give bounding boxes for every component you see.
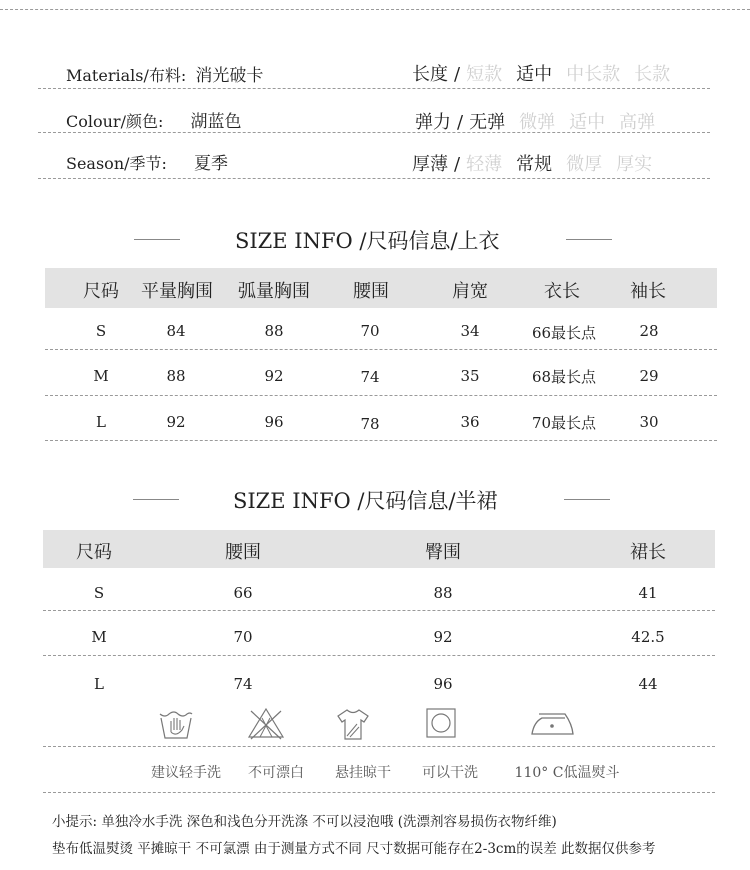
top-table-title: SIZE INFO /尺码信息/上衣	[235, 229, 500, 253]
row-divider	[45, 395, 717, 396]
top-table-cell: S	[95, 322, 107, 340]
top-table-header-cell: 肩宽	[452, 281, 488, 302]
option-item-active: 常规	[516, 154, 553, 175]
tip-line: 小提示: 单独冷水手洗 深色和浅色分开洗涤 不可以浸泡哦 (洗漂剂容易损伤衣物纤维)	[52, 814, 557, 830]
attr-label: Colour/颜色:	[66, 112, 164, 131]
top-table-header-cell: 平量胸围	[141, 281, 213, 302]
attr-value: 夏季	[194, 154, 228, 174]
skirt-table-cell: 66	[233, 584, 253, 602]
attr-value: 消光破卡	[195, 66, 264, 86]
top-table-cell: 35	[460, 367, 480, 385]
skirt-table-cell: 96	[433, 675, 453, 693]
attr-row-material	[66, 61, 263, 86]
option-item: 短款	[466, 64, 503, 85]
top-table-cell: 70	[360, 322, 380, 340]
skirt-table-cell: M	[91, 628, 107, 646]
option-group-elasticity	[415, 108, 655, 134]
attr-row-season	[66, 149, 228, 174]
skirt-table-cell: 92	[433, 628, 453, 646]
attr-divider	[38, 178, 710, 179]
skirt-table-cell: 44	[638, 675, 658, 693]
attr-label: Season/季节:	[66, 154, 167, 173]
skirt-table-header-cell: 裙长	[630, 542, 666, 563]
hang-dry-icon	[335, 706, 371, 742]
attr-row-colour	[66, 107, 241, 132]
top-table-header-cell: 尺码	[83, 281, 119, 302]
top-table-cell: 34	[460, 322, 480, 340]
title-rule-left	[133, 499, 179, 500]
dry-clean-icon	[425, 707, 457, 739]
skirt-table-cell: 70	[233, 628, 253, 646]
top-table-cell: 96	[264, 413, 284, 431]
top-table-header-cell: 弧量胸围	[238, 281, 310, 302]
top-table-header-cell: 衣长	[544, 281, 580, 302]
top-table-cell: 28	[639, 322, 659, 340]
top-table-cell: L	[96, 413, 106, 431]
skirt-table-header-bar	[43, 530, 715, 568]
skirt-table-cell: 42.5	[631, 628, 665, 646]
care-label: 悬挂晾干	[335, 765, 391, 781]
care-label: 不可漂白	[248, 765, 304, 781]
title-rule-right	[564, 499, 610, 500]
top-divider	[0, 9, 750, 10]
option-item: 适中	[569, 112, 606, 133]
low-iron-icon	[529, 710, 575, 738]
option-item: 微弹	[519, 112, 556, 133]
top-table-cell: 68最长点	[531, 368, 597, 386]
option-item-active: 无弹	[469, 112, 506, 133]
tip-line: 垫布低温熨烫 平摊晾干 不可氯漂 由于测量方式不同 尺寸数据可能存在2-3cm的误差 此数据仅供参考	[52, 841, 656, 857]
top-table-cell: 29	[639, 367, 659, 385]
care-label: 可以干洗	[422, 765, 478, 781]
care-label: 110° C低温熨斗	[514, 765, 620, 781]
top-table-header-cell: 腰围	[353, 281, 389, 302]
top-table-cell: 92	[166, 413, 186, 431]
skirt-table-cell: S	[93, 584, 105, 602]
title-rule-left	[134, 239, 180, 240]
top-table-cell: 66最长点	[531, 324, 597, 342]
option-group-thickness	[412, 150, 652, 176]
attr-value: 湖蓝色	[190, 112, 242, 132]
care-divider	[43, 746, 715, 747]
skirt-table-header-cell: 腰围	[225, 542, 261, 563]
top-table-cell: M	[93, 367, 109, 385]
top-table-cell: 92	[264, 367, 284, 385]
option-separator: /	[457, 112, 464, 133]
option-separator: /	[454, 154, 461, 175]
attr-label: Materials/布料:	[66, 66, 187, 85]
attr-divider	[38, 132, 710, 133]
option-group-length	[412, 60, 670, 86]
skirt-table-cell: 88	[433, 584, 453, 602]
row-divider	[43, 655, 715, 656]
top-table-cell: 30	[639, 413, 659, 431]
top-table-cell: 84	[166, 322, 186, 340]
option-item: 厚实	[616, 154, 653, 175]
skirt-table-cell: 41	[638, 584, 658, 602]
row-divider	[45, 349, 717, 350]
option-item: 轻薄	[466, 154, 503, 175]
title-rule-right	[566, 239, 612, 240]
care-label: 建议轻手洗	[151, 765, 221, 781]
option-group-name: 弹力	[415, 112, 451, 133]
hand-wash-icon	[157, 706, 195, 742]
attr-divider	[38, 88, 710, 89]
skirt-table-title: SIZE INFO /尺码信息/半裙	[233, 489, 498, 513]
no-bleach-icon	[246, 706, 286, 740]
top-table-cell: 88	[166, 367, 186, 385]
skirt-table-header-cell: 尺码	[76, 542, 112, 563]
top-table-header-cell: 袖长	[630, 281, 666, 302]
option-item: 微厚	[566, 154, 603, 175]
top-table-cell: 70最长点	[531, 414, 597, 432]
top-table-cell: 88	[264, 322, 284, 340]
option-item: 中长款	[566, 64, 621, 85]
option-separator: /	[454, 64, 461, 85]
option-group-name: 长度	[412, 64, 448, 85]
skirt-table-cell: L	[94, 675, 104, 693]
row-divider	[45, 440, 717, 441]
top-table-cell: 36	[460, 413, 480, 431]
option-group-name: 厚薄	[412, 154, 448, 175]
option-item-active: 适中	[516, 64, 553, 85]
skirt-table-header-cell: 臀围	[425, 542, 461, 563]
top-table-cell: 74	[360, 368, 380, 386]
care-bottom-divider	[43, 792, 715, 793]
option-item: 长款	[634, 64, 671, 85]
top-table-cell: 78	[360, 415, 380, 433]
skirt-table-cell: 74	[233, 675, 253, 693]
row-divider	[43, 610, 715, 611]
option-item: 高弹	[619, 112, 656, 133]
